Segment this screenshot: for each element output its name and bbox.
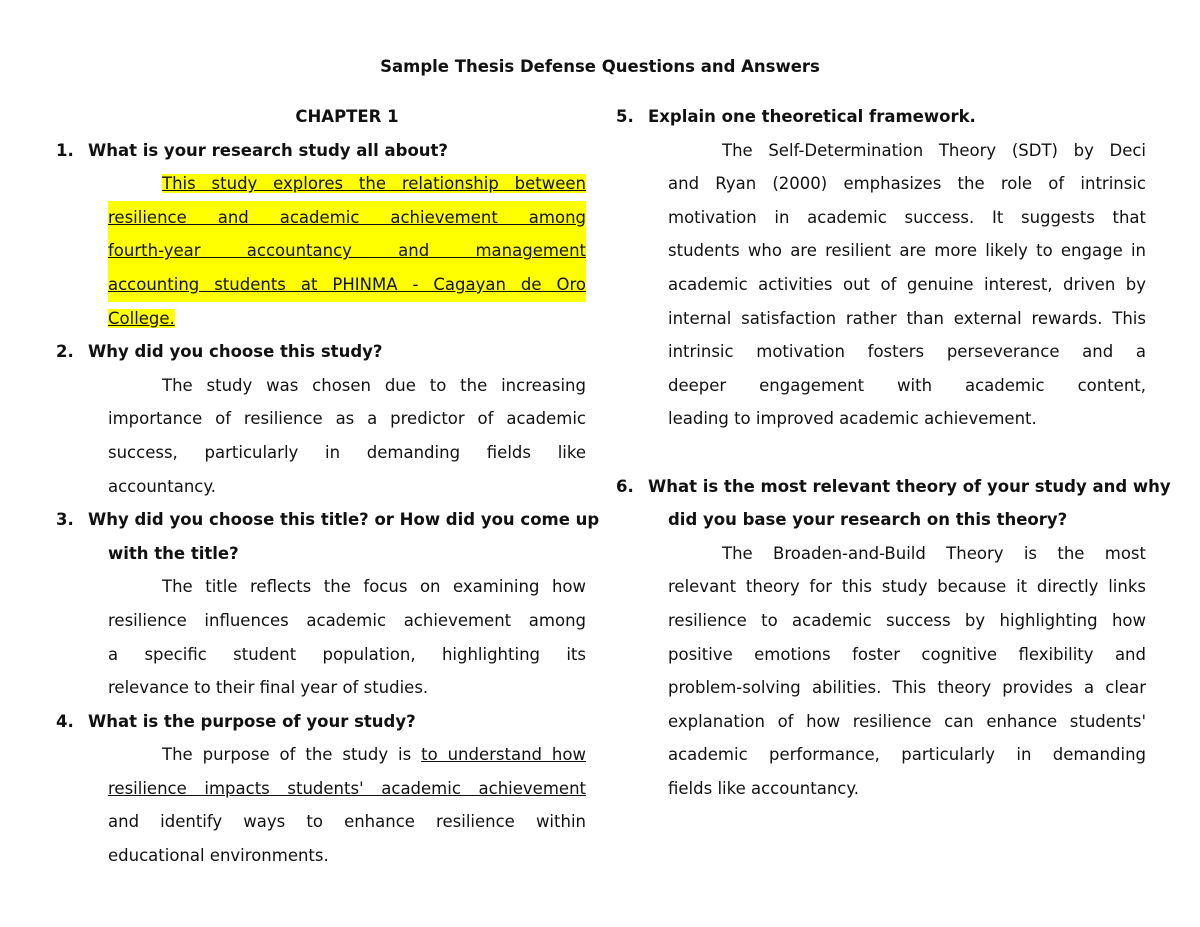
answer-2-line: accountancy. [108, 476, 217, 496]
answer-text: The purpose of the study is [162, 745, 422, 765]
answer-6-line: relevant theory for this study because it directly links [668, 577, 1146, 597]
answer-5-line: motivation in academic success. It suggests that [668, 207, 1146, 227]
question-number: 5. [616, 107, 634, 126]
document-title: Sample Thesis Defense Questions and Answers [380, 57, 820, 76]
highlighted-text: College. [108, 308, 175, 328]
answer-6-line: resilience to academic success by highlighting how [668, 610, 1146, 630]
question-text: Explain one theoretical framework. [648, 107, 976, 126]
answer-3-line: resilience influences academic achievement among [108, 610, 586, 630]
answer-4-line: educational environments. [108, 846, 329, 866]
question-3 [56, 503, 600, 537]
highlighted-text: fourth-year accountancy and management [108, 234, 586, 268]
answer-3-line: relevance to their final year of studies. [108, 678, 429, 698]
highlighted-text: resilience and academic achievement among [108, 201, 586, 235]
answer-3-line: a specific student population, highlighting its [108, 644, 586, 664]
question-6-continued: did you base your research on this theory? [668, 510, 1068, 530]
answer-1-line [56, 302, 586, 336]
answer-1-line [56, 201, 586, 235]
question-number: 6. [616, 476, 634, 496]
right-column [616, 100, 1171, 805]
answer-6-line: fields like accountancy. [668, 778, 860, 798]
answer-2-line: importance of resilience as a predictor of academic [108, 409, 586, 429]
answer-4-line [56, 772, 586, 806]
answer-6-line: problem-solving abilities. This theory provides a clear [668, 678, 1146, 698]
question-2 [56, 335, 586, 369]
question-6 [616, 470, 1171, 504]
question-text: What is the most relevant theory of your study and why [648, 476, 1171, 496]
highlighted-text: This study explores the relationship between [162, 174, 586, 194]
answer-5-line: internal satisfaction rather than external rewards. This [668, 308, 1146, 328]
question-text: What is the purpose of your study? [88, 711, 416, 731]
answer-6-line: The Broaden-and-Build Theory is the most [722, 543, 1146, 563]
question-text: Why did you choose this title? or How did you come up [88, 510, 600, 530]
question-number: 4. [56, 711, 74, 731]
answer-5-line: and Ryan (2000) emphasizes the role of intrinsic [668, 174, 1146, 194]
question-4 [56, 705, 586, 739]
answer-5-line: intrinsic motivation fosters perseverance and a [668, 342, 1146, 362]
question-text: Why did you choose this study? [88, 342, 383, 362]
question-5 [616, 100, 1146, 134]
answer-5-line: academic activities out of genuine interest, driven by [668, 274, 1146, 294]
answer-5-line: leading to improved academic achievement. [668, 409, 1037, 429]
underlined-text: to understand how [421, 745, 586, 765]
question-text: What is your research study all about? [88, 140, 448, 160]
question-1 [56, 134, 586, 168]
answer-5-line: The Self-Determination Theory (SDT) by Deci [722, 140, 1146, 160]
answer-1-line [56, 268, 586, 302]
answer-6-line: explanation of how resilience can enhance students' [668, 711, 1146, 731]
answer-6-line: academic performance, particularly in demanding [668, 745, 1146, 765]
question-3-continued: with the title? [108, 543, 239, 563]
answer-4-line [56, 738, 586, 772]
answer-1-line [56, 234, 586, 268]
answer-6-line: positive emotions foster cognitive flexibility and [668, 644, 1146, 664]
chapter-heading: CHAPTER 1 [295, 107, 399, 126]
answer-3-line: The title reflects the focus on examining how [162, 577, 586, 597]
answer-1-line [108, 167, 586, 201]
spacer [616, 436, 1146, 470]
question-number: 3. [56, 510, 74, 530]
underlined-text: resilience impacts students' academic achievement [108, 778, 586, 798]
question-number: 2. [56, 342, 74, 362]
answer-4-line: and identify ways to enhance resilience within [108, 812, 586, 832]
highlighted-text: accounting students at PHINMA - Cagayan de Oro [108, 268, 586, 302]
answer-5-line: students who are resilient are more likely to engage in [668, 241, 1146, 261]
question-number: 1. [56, 140, 74, 160]
answer-2-line: The study was chosen due to the increasing [162, 375, 586, 395]
answer-5-line: deeper engagement with academic content, [668, 375, 1146, 395]
answer-2-line: success, particularly in demanding fields like [108, 442, 586, 462]
left-column [56, 100, 600, 873]
